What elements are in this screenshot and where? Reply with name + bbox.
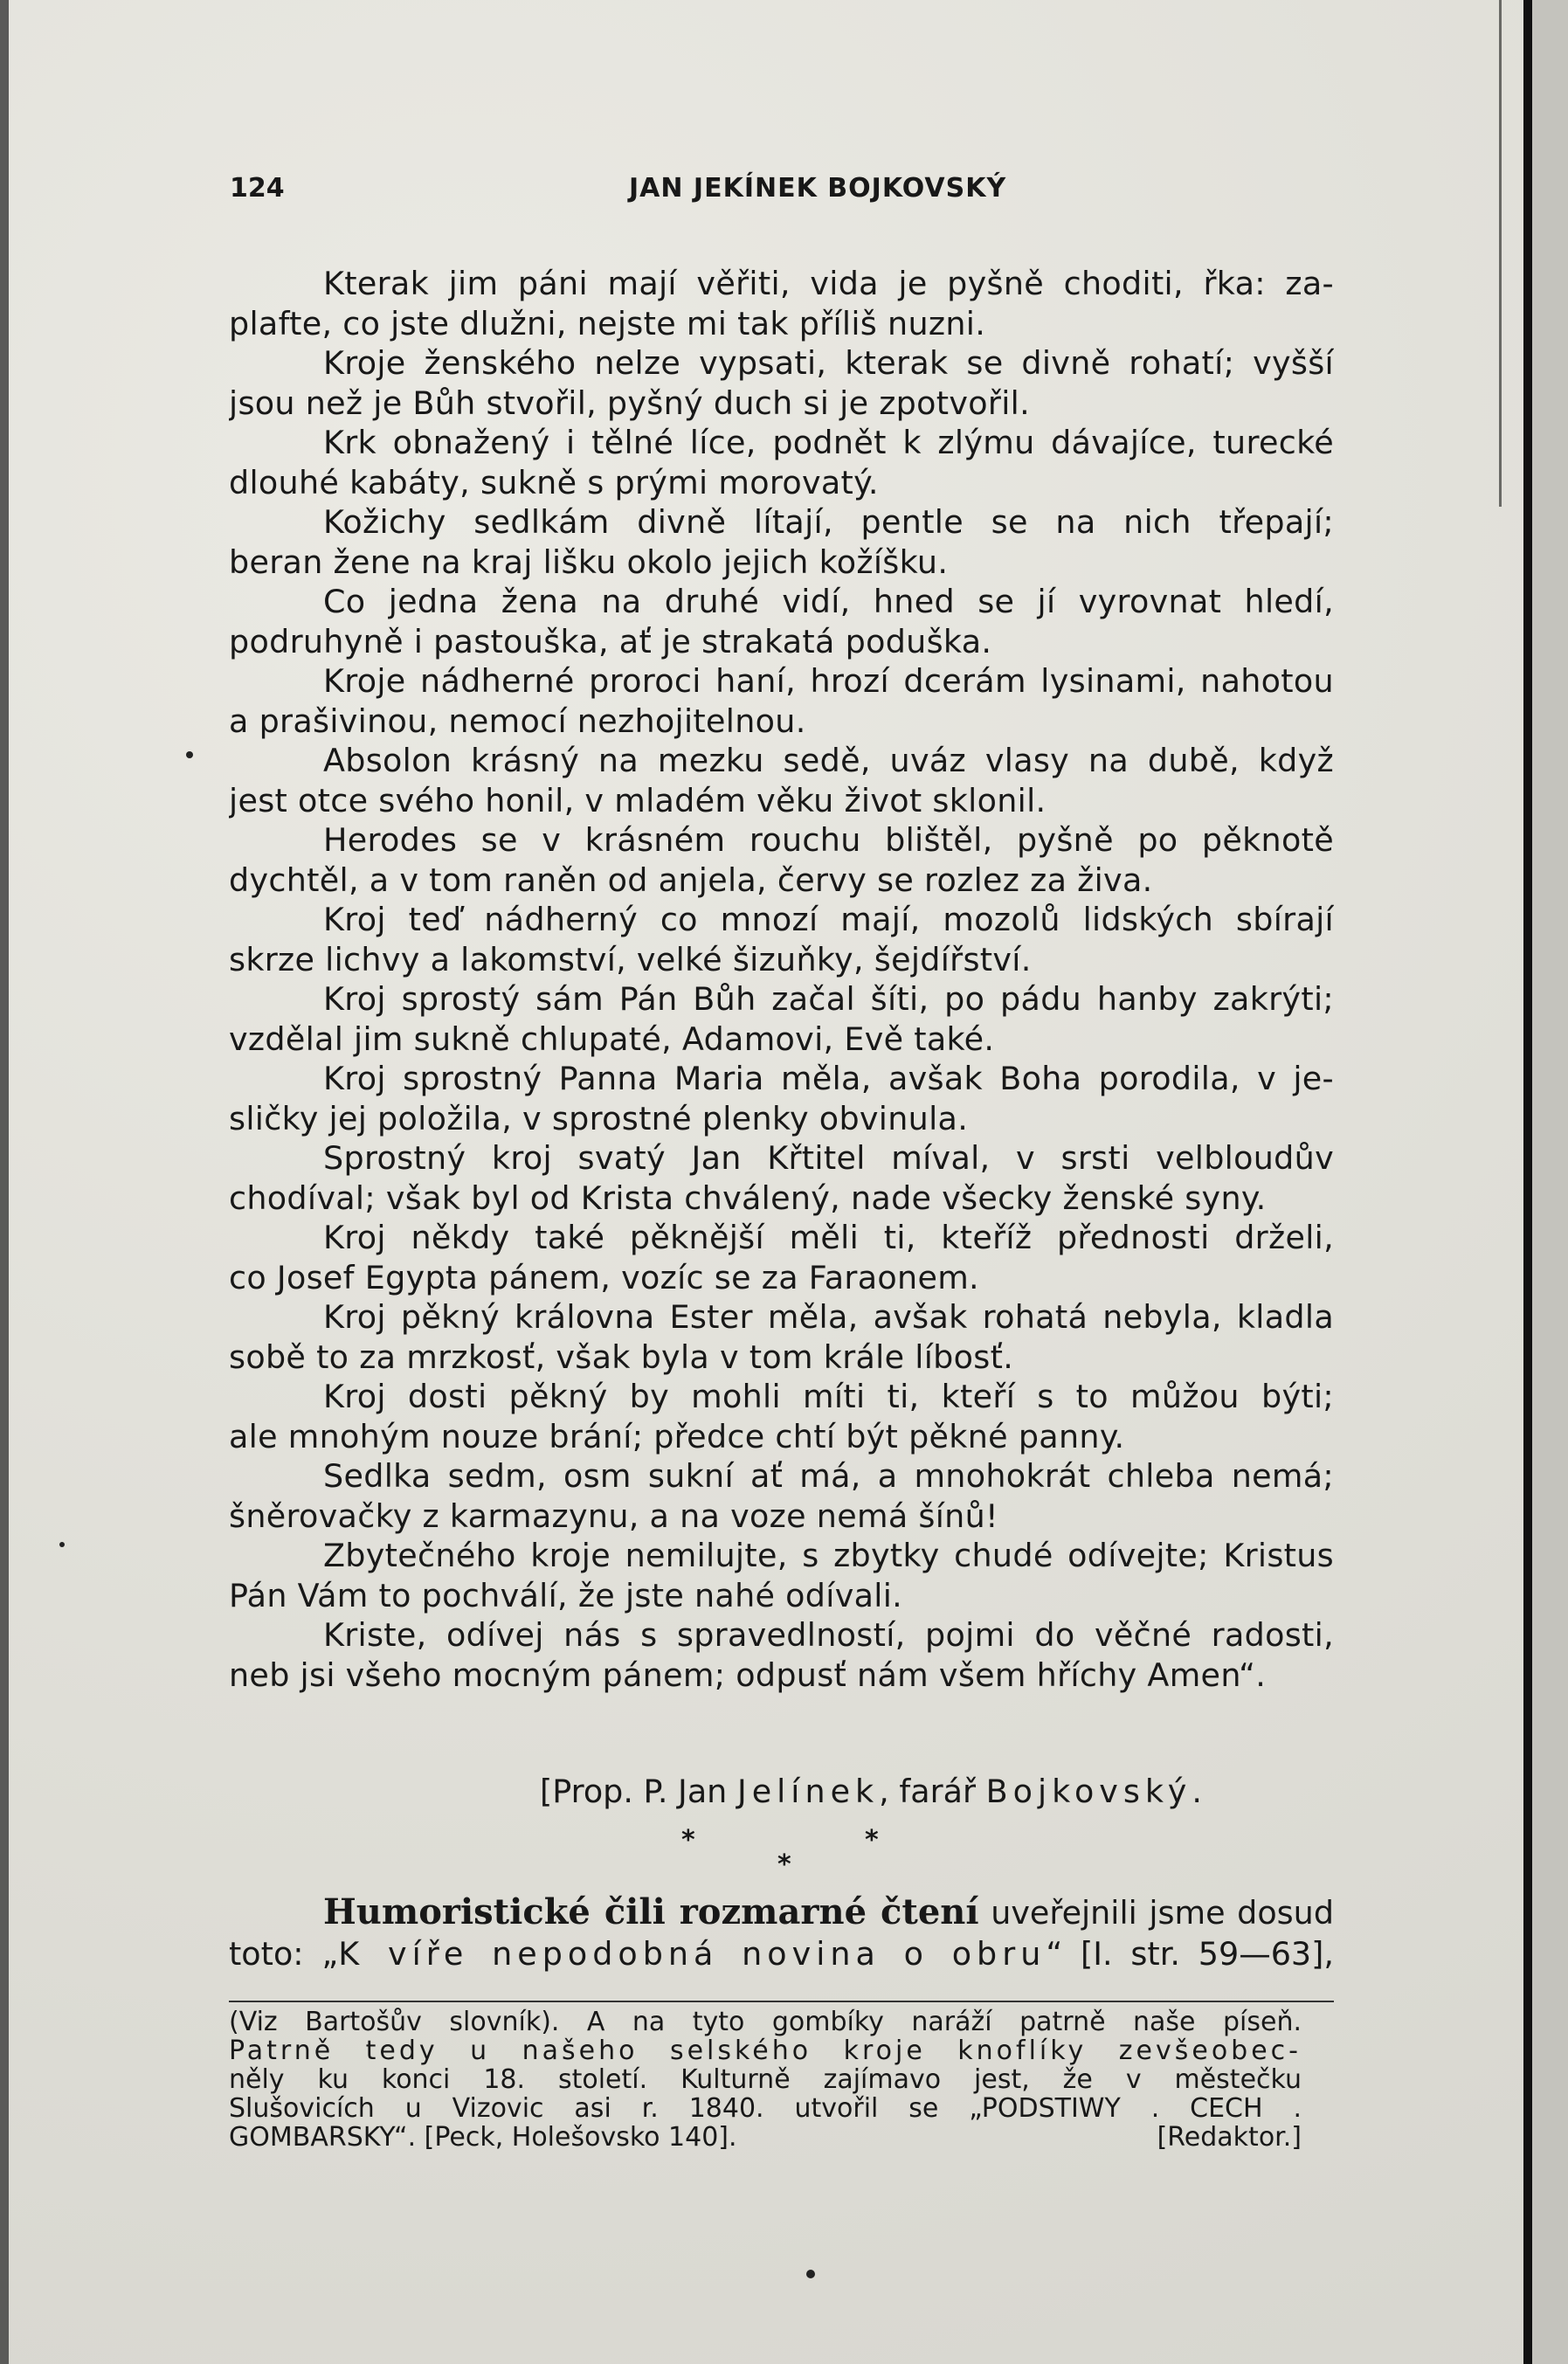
poem-line: ale mnohým nouze brání; předce chtí být pěkné panny.: [229, 1417, 1125, 1455]
poem-line: skrze lichvy a lakomství, velké šizuňky, šejdířství.: [229, 940, 1032, 978]
poem-line: Kožichy sedlkám divně lítají, pentle se na nich třepají;: [323, 503, 1334, 541]
signature-suffix: .: [1192, 1773, 1202, 1810]
scan-fold-line: [1499, 0, 1502, 507]
poem-text: [229, 264, 1334, 1695]
scan-right-margin: [1527, 0, 1568, 2364]
poem-line: Kroj sprostý sám Pán Bůh začal šíti, po pádu hanby zakrýti;: [323, 980, 1334, 1018]
signature-name: Jelínek: [736, 1773, 880, 1810]
stanza: [229, 661, 1334, 741]
poem-line: Kroj dosti pěkný by mohli míti ti, kteří s to můžou býti;: [323, 1378, 1334, 1415]
poem-line: dlouhé kabáty, sukně s prými morovatý.: [229, 463, 879, 501]
humor-line2-suffix: “ [I. str. 59—63],: [1046, 1935, 1334, 1973]
poem-line: Absolon krásný na mezku sedě, uváz vlasy na dubě, když: [323, 742, 1334, 779]
poem-line: sobě to za mrzkosť, však byla v tom krále líbosť.: [229, 1338, 1014, 1376]
poem-line: Kroje nádherné proroci haní, hrozí dcerám lysinami, nahotou: [323, 662, 1334, 700]
footnote-line: [229, 2065, 1302, 2094]
scan-speck: [806, 2270, 815, 2278]
humor-line1-rest: uveřejnili jsme dosud: [991, 1894, 1334, 1932]
humor-line-2: [229, 1933, 1334, 1975]
poem-line: Kroj teď nádherný co mnozí mají, mozolů lidských sbírají: [323, 901, 1334, 938]
stanza: [229, 1536, 1334, 1615]
humor-paragraph: [229, 1891, 1334, 1975]
poem-line: jsou než je Bůh stvořil, pyšný duch si je zpotvořil.: [229, 384, 1031, 422]
stanza: [229, 1297, 1334, 1377]
signature-middle: , farář: [879, 1773, 976, 1810]
poem-line: Kroj pěkný královna Ester měla, avšak rohatá nebyla, kladla: [323, 1298, 1334, 1336]
stanza: [229, 502, 1334, 582]
poem-line: vzdělal jim sukně chlupaté, Adamovi, Evě také.: [229, 1020, 995, 1058]
poem-line: Kterak jim páni mají věřiti, vida je pyšně choditi, řka: za-: [323, 265, 1334, 302]
footnote-line-text: něly ku konci 18. století. Kulturně zajímavo jest, že v městečku: [229, 2065, 1302, 2094]
poem-line: Kroje ženského nelze vypsati, kterak se divně rohatí; vyšší: [323, 344, 1334, 382]
poem-line: Kroj někdy také pěknější měli ti, kteříž přednosti drželi,: [323, 1219, 1334, 1256]
footnote-line: (Viz Bartošův slovník). A na tyto gombíky naráží patrně naše píseň.: [229, 2008, 1302, 2036]
humor-line2-prefix: toto: „: [229, 1935, 339, 1973]
stanza: [229, 1615, 1334, 1695]
footnote-editor: [Redaktor.]: [1157, 2122, 1302, 2153]
humor-line-1: [229, 1891, 1334, 1933]
footnote-line: Patrně tedy u našeho selského kroje knoflíky zevšeobec-: [229, 2036, 1302, 2065]
poem-line: Kriste, odívej nás s spravedlností, pojmi do věčné radosti,: [323, 1616, 1334, 1654]
poem-line: Pán Vám to pochválí, že jste nahé odívali.: [229, 1576, 903, 1614]
stanza: [229, 264, 1334, 343]
running-title: JAN JEKÍNEK BOJKOVSKÝ: [629, 173, 1007, 204]
stanza: [229, 1377, 1334, 1456]
footnote-rule: [229, 2001, 1334, 2002]
separator-star: *: [777, 1849, 791, 1880]
stanza: [229, 900, 1334, 979]
page-number: 124: [230, 173, 285, 204]
poem-line: Co jedna žena na druhé vidí, hned se jí vyrovnat hledí,: [323, 583, 1334, 620]
poem-line: podruhyně i pastouška, ať je strakatá poduška.: [229, 622, 992, 660]
poem-line: a prašivinou, nemocí nezhojitelnou.: [229, 702, 806, 740]
separator-star: *: [865, 1825, 879, 1856]
stanza: [229, 343, 1334, 423]
stanza: [229, 1059, 1334, 1138]
poem-line: plafte, co jste dlužni, nejste mi tak příliš nuzni.: [229, 304, 986, 342]
stanza: [229, 1138, 1334, 1218]
poem-line: Herodes se v krásném rouchu blištěl, pyšně po pěknotě: [323, 821, 1334, 859]
stanza: [229, 1218, 1334, 1297]
poem-line: chodíval; však byl od Krista chválený, nade všecky ženské syny.: [229, 1179, 1267, 1217]
stanza: [229, 582, 1334, 661]
stanza: [229, 820, 1334, 900]
poem-line: Zbytečného kroje nemilujte, s zbytky chudé odívejte; Kristus: [323, 1537, 1334, 1574]
footnote-citation: GOMBARSKY“. [Peck, Holešovsko 140].: [229, 2123, 737, 2152]
separator-star: *: [681, 1825, 695, 1856]
scan-speck: [59, 1542, 65, 1547]
humor-line2-title: K víře nepodobná novina o obru: [338, 1935, 1046, 1973]
signature-prefix: [Prop. P. Jan: [540, 1773, 728, 1810]
signature-place: Bojkovský: [985, 1773, 1192, 1810]
stanza: [229, 423, 1334, 502]
stanza: [229, 979, 1334, 1059]
scan-left-edge: [0, 0, 9, 2364]
footnote: [229, 2008, 1302, 2152]
footnote-line: Slušovicích u Vizovic asi r. 1840. utvořil se „PODSTIWY . CECH .: [229, 2094, 1302, 2123]
scan-spine-shadow: [1523, 0, 1532, 2364]
poem-line: Krk obnažený i tělné líce, podnět k zlýmu dávajíce, turecké: [323, 424, 1334, 461]
poem-line: šněrovačky z karmazynu, a na voze nemá šínů!: [229, 1497, 998, 1535]
poem-line: dychtěl, a v tom raněn od anjela, červy se rozlez za živa.: [229, 861, 1153, 899]
poem-line: neb jsi všeho mocným pánem; odpusť nám všem hříchy Amen“.: [229, 1655, 1267, 1694]
signature: [540, 1772, 1202, 1812]
poem-line: Sedlka sedm, osm sukní ať má, a mnohokrát chleba nemá;: [323, 1457, 1334, 1495]
stanza: [229, 1456, 1334, 1536]
poem-line: sličky jej položila, v sprostné plenky obvinula.: [229, 1099, 969, 1137]
scan-speck: [186, 751, 193, 758]
poem-line: jest otce svého honil, v mladém věku život sklonil.: [229, 781, 1046, 819]
stanza: [229, 741, 1334, 820]
humor-title: Humoristické čili rozmarné čtení: [323, 1891, 979, 1932]
poem-line: Kroj sprostný Panna Maria měla, avšak Boha porodila, v je-: [323, 1060, 1334, 1097]
poem-line: Sprostný kroj svatý Jan Křtitel míval, v srsti velbloudův: [323, 1139, 1334, 1177]
poem-line: beran žene na kraj lišku okolo jejich kožíšku.: [229, 543, 949, 581]
poem-line: co Josef Egypta pánem, vozíc se za Faraonem.: [229, 1258, 979, 1296]
footnote-line-final: [229, 2123, 1302, 2152]
